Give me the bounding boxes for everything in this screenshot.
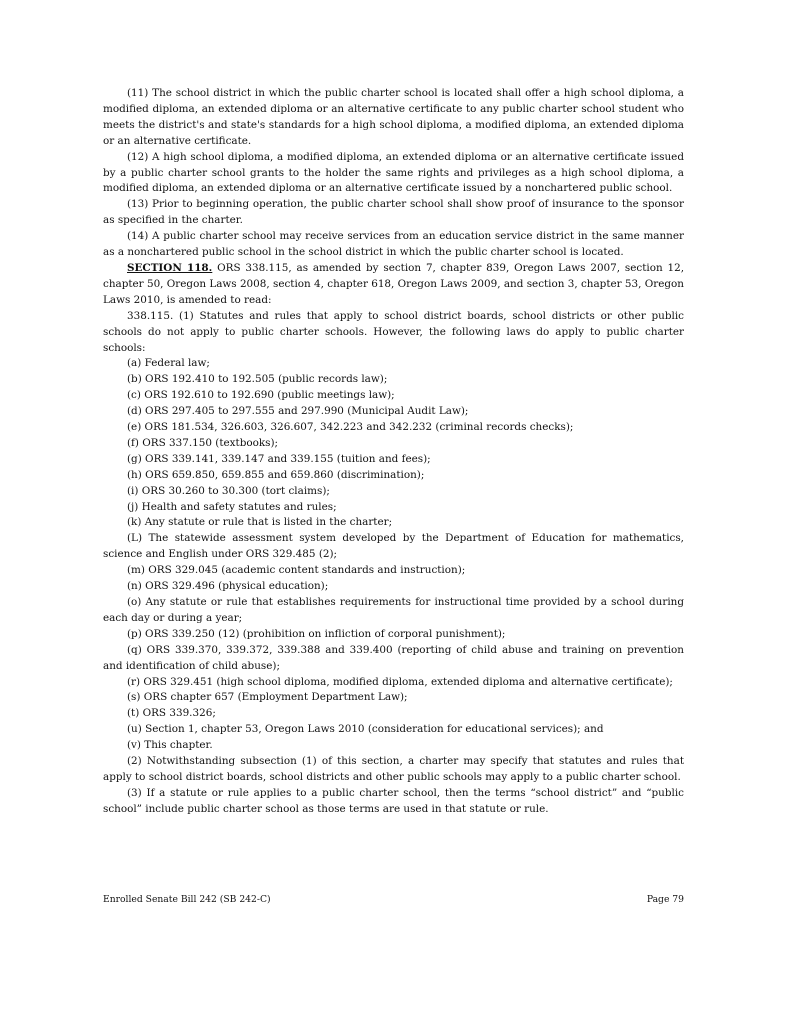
- list-item: (d) ORS 297.405 to 297.555 and 297.990 (Municipal Audit Law);: [127, 405, 469, 418]
- list-item: (o) Any statute or rule that establishes requirements for instructional time provided by a school during each day or during a year;: [103, 596, 684, 624]
- section-heading: SECTION 118.: [127, 261, 213, 274]
- list-item: (t) ORS 339.326;: [127, 707, 216, 720]
- list-item: (p) ORS 339.250 (12) (prohibition on infliction of corporal punishment);: [127, 627, 506, 640]
- statute-subsection-3: (3) If a statute or rule applies to a public charter school, then the terms “school district” and “public school” include public charter school as those terms are used in that statute or rule.: [103, 786, 684, 815]
- footer-page-number: Page 79: [646, 894, 684, 905]
- list-item: (r) ORS 329.451 (high school diploma, modified diploma, extended diploma and alternative certificate);: [127, 675, 673, 688]
- statute-subsection-2: (2) Notwithstanding subsection (1) of this section, a charter may specify that statutes and rules that apply to school district boards, school districts and other public schools may apply to a public charter school.: [103, 755, 684, 783]
- paragraph-11: (11) The school district in which the public charter school is located shall offer a high school diploma, a modified diploma, an extended diploma or an alternative certificate to any public charter school student who meets the district's and state's standards for a high school diploma, a modified diploma, an extended diploma or an alternative certificate.: [103, 87, 684, 147]
- paragraph-14: (14) A public charter school may receive services from an education service district in the same manner as a nonchartered public school in the school district in which the public charter school is located.: [103, 230, 684, 259]
- footer-bill-title: Enrolled Senate Bill 242 (SB 242-C): [103, 894, 271, 905]
- list-item: (a) Federal law;: [127, 357, 210, 370]
- section-118-paragraph: [103, 261, 684, 309]
- list-item: (g) ORS 339.141, 339.147 and 339.155 (tuition and fees);: [127, 452, 431, 465]
- statute-list: [103, 356, 684, 754]
- paragraph-13: (13) Prior to beginning operation, the public charter school shall show proof of insurance to the sponsor as specified in the charter.: [103, 198, 684, 227]
- list-item: (q) ORS 339.370, 339.372, 339.388 and 339.400 (reporting of child abuse and training on prevention and identification of child abuse);: [103, 643, 684, 672]
- list-item: (e) ORS 181.534, 326.603, 326.607, 342.223 and 342.232 (criminal records checks);: [127, 421, 574, 434]
- list-item: (b) ORS 192.410 to 192.505 (public records law);: [127, 373, 388, 386]
- list-item: (c) ORS 192.610 to 192.690 (public meetings law);: [127, 389, 395, 402]
- list-item: (h) ORS 659.850, 659.855 and 659.860 (discrimination);: [127, 468, 425, 481]
- list-item: (u) Section 1, chapter 53, Oregon Laws 2010 (consideration for educational services); and: [127, 723, 604, 736]
- section-intro: ORS 338.115, as amended by section 7, chapter 839, Oregon Laws 2007, section 12, chapter 50, Oregon Laws 2008, section 4, chapter 618, Oregon Laws 2009, and section 3, chapter 53, Oregon Laws 2010, is amended to read:: [103, 261, 684, 306]
- list-item: (j) Health and safety statutes and rules;: [127, 500, 337, 513]
- list-item: (s) ORS chapter 657 (Employment Department Law);: [127, 691, 408, 704]
- list-item: (m) ORS 329.045 (academic content standards and instruction);: [127, 564, 466, 577]
- page-footer: [103, 894, 684, 905]
- list-item: (v) This chapter.: [127, 739, 213, 752]
- list-item: (f) ORS 337.150 (textbooks);: [127, 436, 279, 449]
- list-item: (k) Any statute or rule that is listed in the charter;: [127, 516, 393, 529]
- statute-subsection-1: 338.115. (1) Statutes and rules that apply to school district boards, school districts or other public schools do not apply to public charter schools. However, the following laws do apply to public charter schools:: [103, 309, 684, 354]
- document-body: [103, 86, 684, 818]
- list-item: (L) The statewide assessment system developed by the Department of Education for mathematics, science and English under ORS 329.485 (2);: [103, 532, 684, 561]
- list-item: (n) ORS 329.496 (physical education);: [127, 580, 329, 593]
- paragraph-12: (12) A high school diploma, a modified diploma, an extended diploma or an alternative certificate issued by a public charter school grants to the holder the same rights and privileges as a high school diploma, a modified diploma, an extended diploma or an alternative certificate issued by a nonchartered public school.: [103, 150, 684, 195]
- list-item: (i) ORS 30.260 to 30.300 (tort claims);: [127, 484, 330, 497]
